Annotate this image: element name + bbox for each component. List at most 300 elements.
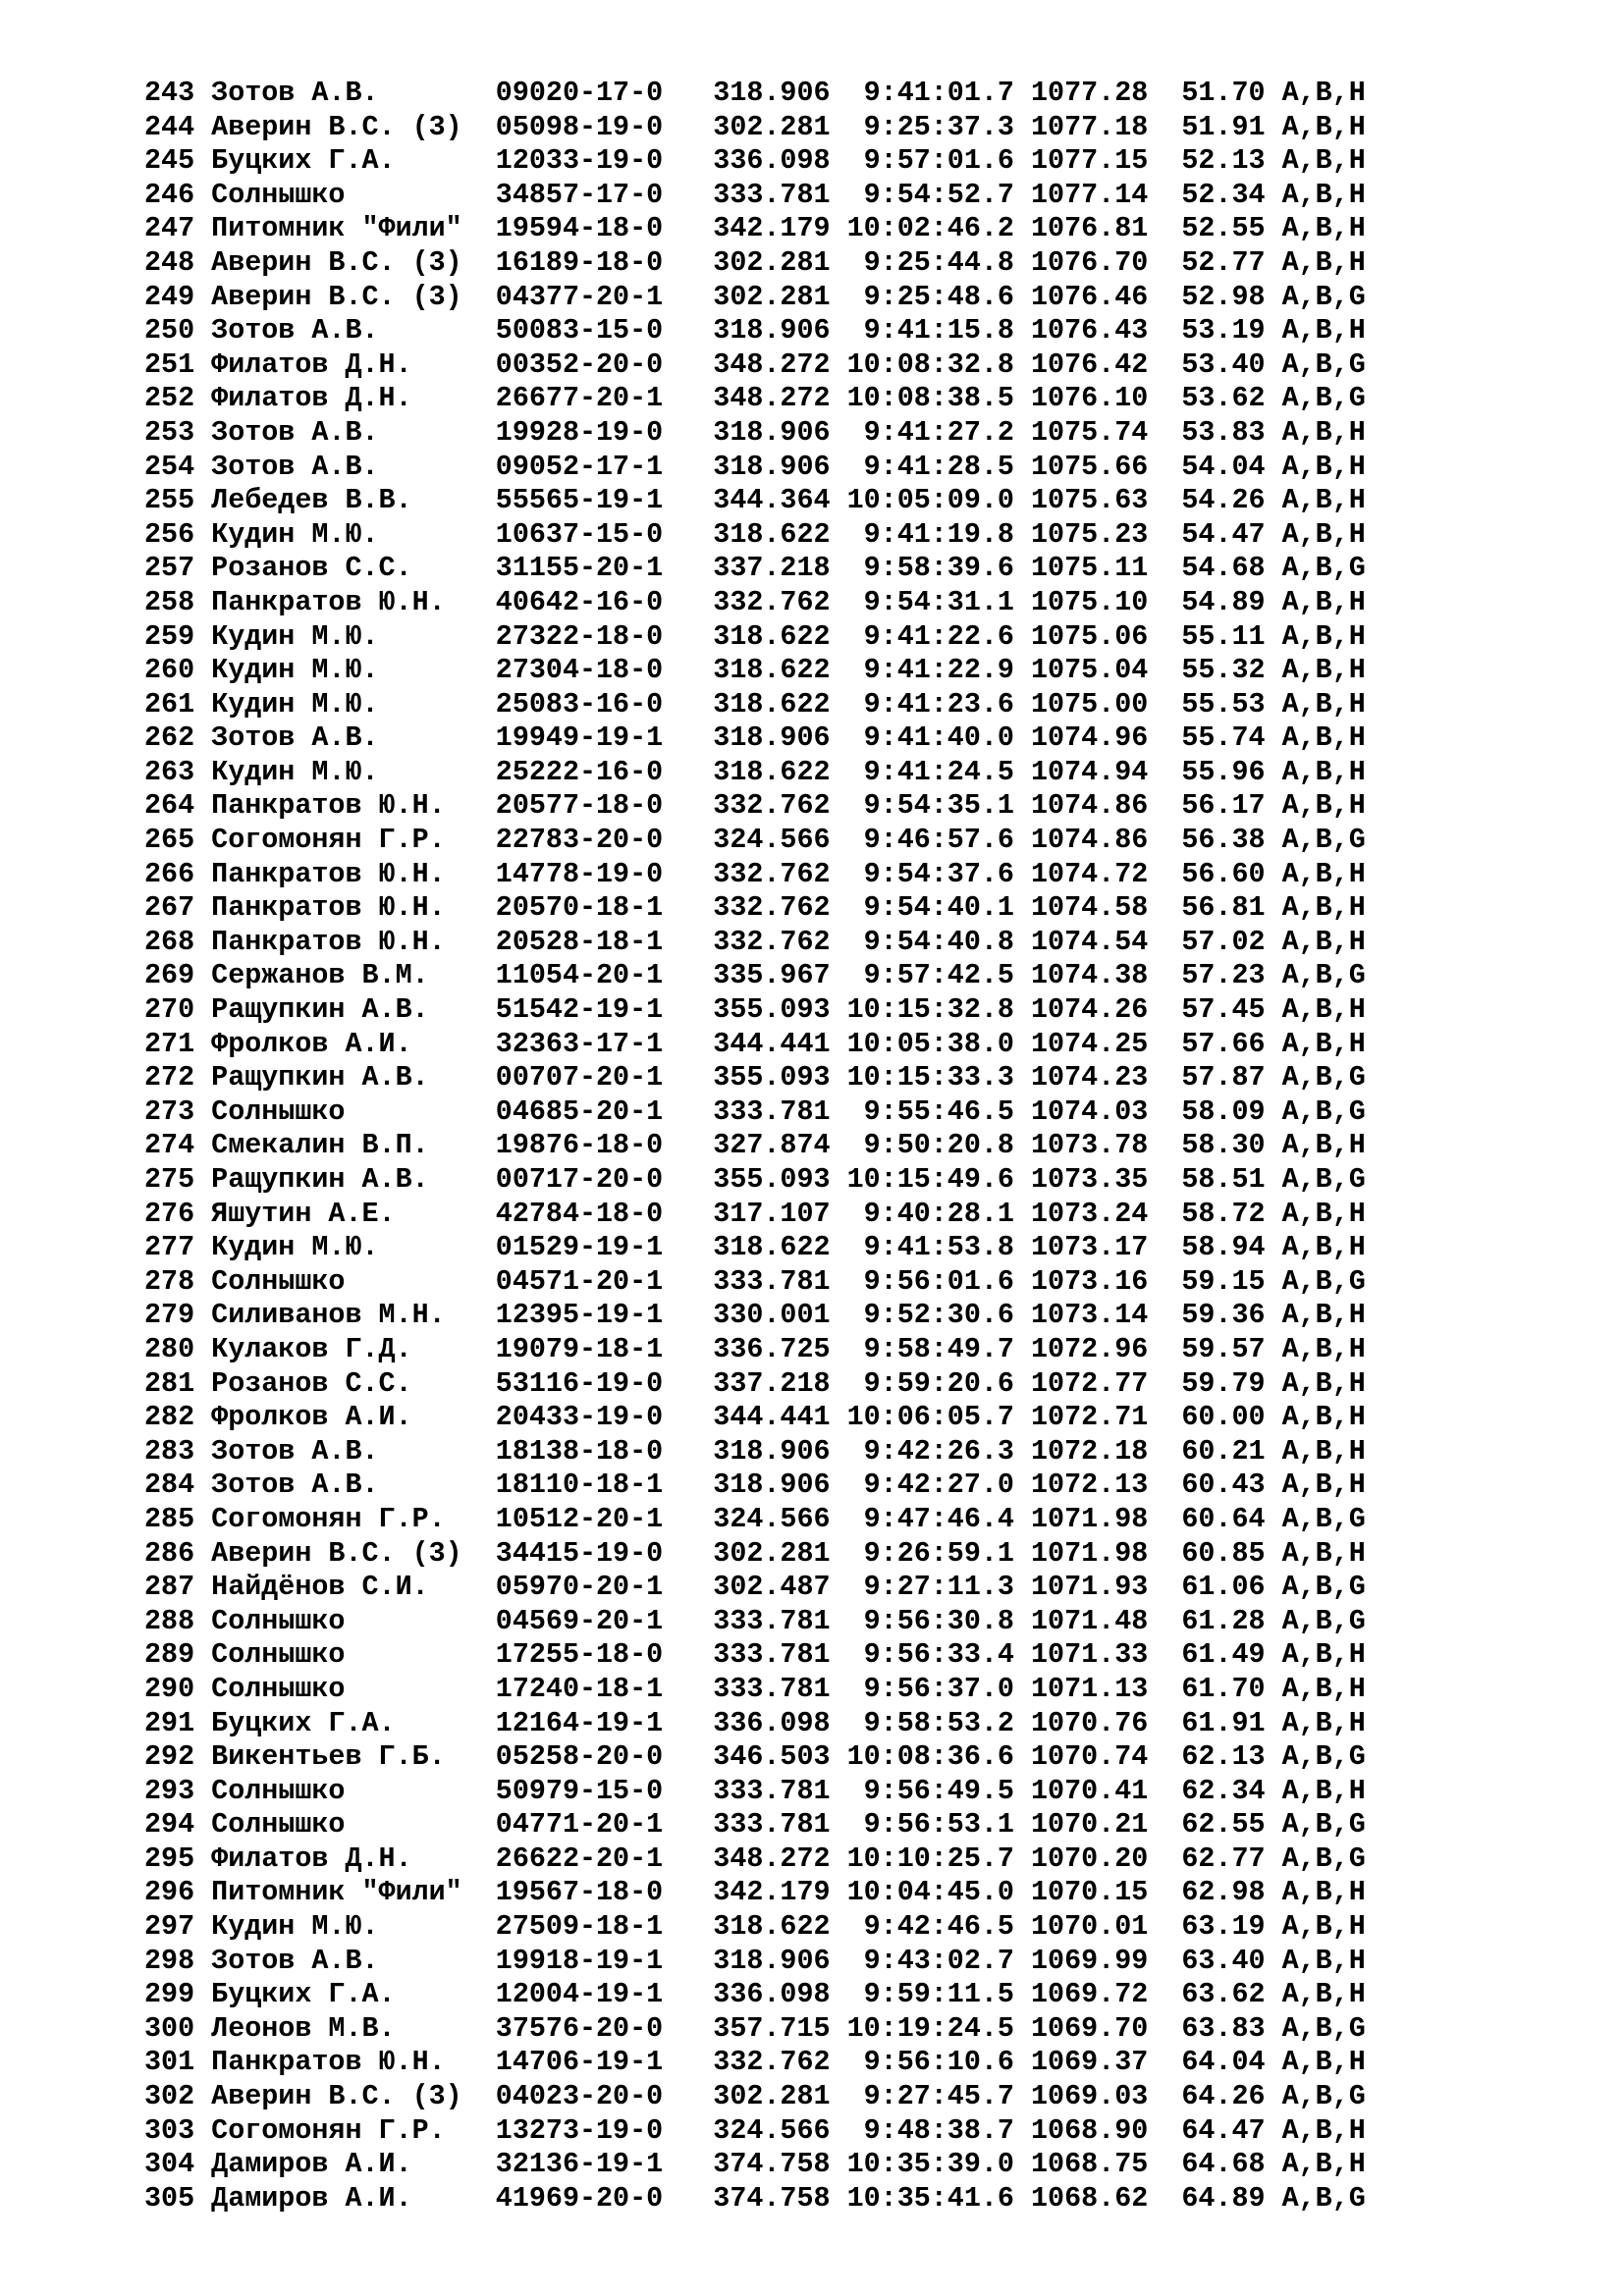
- cell-distance: 332.762: [713, 891, 831, 925]
- table-row: [144, 1775, 1366, 1809]
- cell-speed: 1073.78: [1013, 1129, 1149, 1162]
- table-row: [144, 1638, 1366, 1673]
- table-row: [144, 1503, 1366, 1537]
- cell-time: 9:56:01.6: [830, 1264, 1014, 1298]
- cell-ring: 19949-19-1: [495, 721, 714, 755]
- cell-place: 291: [144, 1706, 212, 1739]
- cell-codes: A,B,H: [1265, 857, 1366, 890]
- cell-time: 10:08:38.5: [830, 382, 1014, 415]
- cell-name: Дамиров А.И.: [211, 2181, 496, 2215]
- cell-name: Розанов С.С.: [211, 552, 496, 585]
- cell-time: 9:56:37.0: [830, 1672, 1014, 1705]
- cell-distance: 302.281: [713, 280, 831, 313]
- cell-time: 9:41:01.7: [830, 77, 1014, 109]
- cell-distance: 324.566: [713, 824, 831, 857]
- cell-distance: 317.107: [713, 1197, 831, 1230]
- cell-time: 10:04:45.0: [830, 1876, 1014, 1909]
- table-row: [144, 721, 1366, 756]
- cell-name: Кулаков Г.Д.: [211, 1332, 496, 1365]
- table-row: [144, 246, 1366, 281]
- cell-codes: A,B,H: [1265, 415, 1366, 449]
- cell-place: 300: [144, 2011, 212, 2045]
- cell-percent: 52.77: [1148, 245, 1266, 279]
- cell-distance: 318.906: [713, 450, 831, 483]
- cell-percent: 51.91: [1148, 110, 1266, 143]
- cell-time: 10:35:39.0: [830, 2148, 1014, 2181]
- cell-name: Ращупкин А.В.: [211, 993, 496, 1027]
- cell-speed: 1075.00: [1013, 687, 1149, 721]
- cell-distance: 318.622: [713, 755, 831, 788]
- cell-distance: 344.441: [713, 1401, 831, 1434]
- cell-place: 278: [144, 1264, 212, 1298]
- cell-speed: 1070.01: [1013, 1910, 1149, 1944]
- cell-speed: 1074.94: [1013, 755, 1149, 788]
- cell-ring: 04685-20-1: [495, 1095, 714, 1128]
- cell-time: 10:05:38.0: [830, 1027, 1014, 1060]
- cell-distance: 333.781: [713, 1672, 831, 1705]
- cell-distance: 374.758: [713, 2148, 831, 2181]
- cell-ring: 12395-19-1: [495, 1299, 714, 1332]
- cell-place: 245: [144, 144, 212, 178]
- cell-name: Согомонян Г.Р.: [211, 2113, 496, 2147]
- cell-percent: 53.40: [1148, 347, 1266, 381]
- table-row: [144, 1808, 1366, 1842]
- cell-distance: 342.179: [713, 212, 831, 245]
- cell-speed: 1074.26: [1013, 993, 1149, 1027]
- cell-time: 9:41:27.2: [830, 415, 1014, 449]
- cell-ring: 20433-19-0: [495, 1401, 714, 1434]
- cell-name: Кудин М.Ю.: [211, 517, 496, 551]
- table-row: [144, 654, 1366, 688]
- cell-distance: 318.906: [713, 1468, 831, 1502]
- cell-place: 274: [144, 1129, 212, 1162]
- cell-distance: 333.781: [713, 1808, 831, 1842]
- cell-name: Зотов А.В.: [211, 415, 496, 449]
- table-row: [144, 348, 1366, 383]
- cell-place: 280: [144, 1332, 212, 1365]
- table-row: [144, 1028, 1366, 1062]
- cell-time: 9:57:01.6: [830, 144, 1014, 178]
- cell-codes: A,B,H: [1265, 1978, 1366, 2011]
- cell-percent: 61.28: [1148, 1604, 1266, 1637]
- cell-place: 250: [144, 314, 212, 347]
- cell-percent: 58.51: [1148, 1163, 1266, 1196]
- cell-distance: 332.762: [713, 585, 831, 618]
- cell-place: 261: [144, 687, 212, 721]
- cell-distance: 302.281: [713, 245, 831, 279]
- cell-percent: 57.66: [1148, 1027, 1266, 1060]
- cell-time: 9:41:22.9: [830, 654, 1014, 687]
- cell-percent: 52.98: [1148, 280, 1266, 313]
- cell-speed: 1074.03: [1013, 1095, 1149, 1128]
- cell-time: 9:54:52.7: [830, 178, 1014, 211]
- cell-ring: 17255-18-0: [495, 1638, 714, 1672]
- cell-ring: 27304-18-0: [495, 654, 714, 687]
- cell-name: Филатов Д.Н.: [211, 347, 496, 381]
- cell-ring: 32136-19-1: [495, 2148, 714, 2181]
- cell-ring: 10512-20-1: [495, 1502, 714, 1535]
- table-row: [144, 1605, 1366, 1639]
- cell-percent: 61.91: [1148, 1706, 1266, 1739]
- cell-speed: 1072.13: [1013, 1468, 1149, 1502]
- cell-speed: 1075.23: [1013, 517, 1149, 551]
- cell-percent: 58.94: [1148, 1231, 1266, 1264]
- cell-distance: 318.622: [713, 1231, 831, 1264]
- cell-ring: 20570-18-1: [495, 891, 714, 925]
- cell-distance: 318.906: [713, 415, 831, 449]
- cell-name: Дамиров А.И.: [211, 2148, 496, 2181]
- cell-distance: 344.441: [713, 1027, 831, 1060]
- cell-time: 9:42:26.3: [830, 1434, 1014, 1468]
- cell-name: Зотов А.В.: [211, 450, 496, 483]
- cell-distance: 318.622: [713, 687, 831, 721]
- cell-codes: A,B,H: [1265, 1197, 1366, 1230]
- cell-ring: 04571-20-1: [495, 1264, 714, 1298]
- cell-name: Филатов Д.Н.: [211, 382, 496, 415]
- table-row: [144, 1468, 1366, 1503]
- table-row: [144, 314, 1366, 348]
- cell-speed: 1077.15: [1013, 144, 1149, 178]
- table-row: [144, 552, 1366, 586]
- cell-percent: 58.09: [1148, 1095, 1266, 1128]
- cell-time: 9:42:27.0: [830, 1468, 1014, 1502]
- cell-name: Солнышко: [211, 1264, 496, 1298]
- cell-percent: 53.62: [1148, 382, 1266, 415]
- cell-distance: 342.179: [713, 1876, 831, 1909]
- cell-codes: A,B,H: [1265, 585, 1366, 618]
- cell-speed: 1076.46: [1013, 280, 1149, 313]
- table-row: [144, 1910, 1366, 1945]
- cell-codes: A,B,H: [1265, 789, 1366, 823]
- cell-name: Панкратов Ю.Н.: [211, 789, 496, 823]
- cell-distance: 348.272: [713, 382, 831, 415]
- cell-speed: 1072.77: [1013, 1366, 1149, 1400]
- cell-codes: A,B,H: [1265, 77, 1366, 109]
- cell-codes: A,B,G: [1265, 1095, 1366, 1128]
- cell-ring: 50979-15-0: [495, 1774, 714, 1807]
- table-row: [144, 688, 1366, 722]
- cell-percent: 54.68: [1148, 552, 1266, 585]
- cell-ring: 42784-18-0: [495, 1197, 714, 1230]
- cell-ring: 34857-17-0: [495, 178, 714, 211]
- cell-percent: 59.79: [1148, 1366, 1266, 1400]
- cell-time: 9:56:10.6: [830, 2046, 1014, 2079]
- cell-ring: 12033-19-0: [495, 144, 714, 178]
- table-row: [144, 1945, 1366, 1979]
- cell-distance: 318.906: [713, 1434, 831, 1468]
- cell-place: 301: [144, 2046, 212, 2079]
- cell-codes: A,B,H: [1265, 721, 1366, 755]
- cell-name: Викентьев Г.Б.: [211, 1740, 496, 1774]
- cell-speed: 1077.28: [1013, 77, 1149, 109]
- table-row: [144, 1401, 1366, 1435]
- cell-time: 9:41:40.0: [830, 721, 1014, 755]
- cell-ring: 00717-20-0: [495, 1163, 714, 1196]
- table-row: [144, 77, 1366, 111]
- cell-codes: A,B,G: [1265, 824, 1366, 857]
- table-row: [144, 1537, 1366, 1572]
- cell-codes: A,B,G: [1265, 1502, 1366, 1535]
- cell-ring: 25222-16-0: [495, 755, 714, 788]
- cell-place: 263: [144, 755, 212, 788]
- cell-speed: 1074.86: [1013, 789, 1149, 823]
- cell-distance: 355.093: [713, 993, 831, 1027]
- cell-codes: A,B,H: [1265, 450, 1366, 483]
- cell-distance: 346.503: [713, 1740, 831, 1774]
- table-row: [144, 1061, 1366, 1095]
- cell-place: 276: [144, 1197, 212, 1230]
- cell-name: Солнышко: [211, 1774, 496, 1807]
- cell-place: 295: [144, 1842, 212, 1875]
- cell-place: 265: [144, 824, 212, 857]
- cell-percent: 56.17: [1148, 789, 1266, 823]
- cell-time: 9:58:53.2: [830, 1706, 1014, 1739]
- cell-ring: 55565-19-1: [495, 484, 714, 517]
- cell-ring: 20528-18-1: [495, 925, 714, 958]
- cell-name: Согомонян Г.Р.: [211, 1502, 496, 1535]
- cell-speed: 1072.18: [1013, 1434, 1149, 1468]
- cell-time: 10:08:32.8: [830, 347, 1014, 381]
- cell-speed: 1075.11: [1013, 552, 1149, 585]
- cell-codes: A,B,H: [1265, 1944, 1366, 1977]
- cell-percent: 61.70: [1148, 1672, 1266, 1705]
- cell-place: 289: [144, 1638, 212, 1672]
- cell-time: 10:19:24.5: [830, 2011, 1014, 2045]
- cell-time: 9:25:44.8: [830, 245, 1014, 279]
- table-row: [144, 416, 1366, 451]
- cell-ring: 12164-19-1: [495, 1706, 714, 1739]
- cell-speed: 1069.72: [1013, 1978, 1149, 2011]
- cell-ring: 17240-18-1: [495, 1672, 714, 1705]
- cell-ring: 19567-18-0: [495, 1876, 714, 1909]
- cell-name: Леонов М.В.: [211, 2011, 496, 2045]
- cell-distance: 337.218: [713, 552, 831, 585]
- table-row: [144, 926, 1366, 960]
- cell-distance: 336.098: [713, 1978, 831, 2011]
- cell-place: 270: [144, 993, 212, 1027]
- cell-percent: 61.49: [1148, 1638, 1266, 1672]
- table-row: [144, 382, 1366, 416]
- cell-codes: A,B,G: [1265, 1163, 1366, 1196]
- cell-place: 258: [144, 585, 212, 618]
- cell-name: Солнышко: [211, 1672, 496, 1705]
- cell-distance: 318.622: [713, 1910, 831, 1944]
- cell-codes: A,B,G: [1265, 1061, 1366, 1095]
- cell-place: 252: [144, 382, 212, 415]
- cell-time: 10:02:46.2: [830, 212, 1014, 245]
- table-row: [144, 2080, 1366, 2114]
- cell-time: 9:47:46.4: [830, 1502, 1014, 1535]
- cell-name: Панкратов Ю.Н.: [211, 2046, 496, 2079]
- cell-name: Зотов А.В.: [211, 1944, 496, 1977]
- cell-percent: 59.15: [1148, 1264, 1266, 1298]
- cell-codes: A,B,H: [1265, 1129, 1366, 1162]
- table-row: [144, 1198, 1366, 1232]
- table-row: [144, 1367, 1366, 1402]
- cell-speed: 1074.58: [1013, 891, 1149, 925]
- cell-ring: 09052-17-1: [495, 450, 714, 483]
- cell-name: Кудин М.Ю.: [211, 1231, 496, 1264]
- cell-name: Панкратов Ю.Н.: [211, 925, 496, 958]
- cell-ring: 26622-20-1: [495, 1842, 714, 1875]
- cell-speed: 1071.98: [1013, 1502, 1149, 1535]
- cell-ring: 05970-20-1: [495, 1571, 714, 1604]
- cell-place: 285: [144, 1502, 212, 1535]
- cell-time: 9:48:38.7: [830, 2113, 1014, 2147]
- table-row: [144, 1435, 1366, 1469]
- cell-place: 246: [144, 178, 212, 211]
- cell-percent: 63.40: [1148, 1944, 1266, 1977]
- cell-codes: A,B,H: [1265, 1706, 1366, 1739]
- cell-place: 283: [144, 1434, 212, 1468]
- cell-percent: 63.83: [1148, 2011, 1266, 2045]
- table-row: [144, 586, 1366, 620]
- cell-name: Панкратов Ю.Н.: [211, 891, 496, 925]
- cell-percent: 62.98: [1148, 1876, 1266, 1909]
- cell-speed: 1071.93: [1013, 1571, 1149, 1604]
- cell-name: Солнышко: [211, 1095, 496, 1128]
- cell-codes: A,B,H: [1265, 1299, 1366, 1332]
- cell-place: 298: [144, 1944, 212, 1977]
- cell-codes: A,B,H: [1265, 1027, 1366, 1060]
- cell-codes: A,B,H: [1265, 619, 1366, 653]
- cell-speed: 1076.42: [1013, 347, 1149, 381]
- cell-time: 9:41:24.5: [830, 755, 1014, 788]
- cell-distance: 344.364: [713, 484, 831, 517]
- cell-ring: 37576-20-0: [495, 2011, 714, 2045]
- cell-distance: 318.622: [713, 517, 831, 551]
- table-row: [144, 1842, 1366, 1877]
- cell-percent: 57.87: [1148, 1061, 1266, 1095]
- cell-ring: 16189-18-0: [495, 245, 714, 279]
- cell-name: Аверин В.С. (3): [211, 110, 496, 143]
- cell-codes: A,B,H: [1265, 1672, 1366, 1705]
- cell-place: 302: [144, 2080, 212, 2113]
- table-row: [144, 993, 1366, 1028]
- cell-speed: 1073.17: [1013, 1231, 1149, 1264]
- cell-speed: 1075.10: [1013, 585, 1149, 618]
- cell-ring: 04569-20-1: [495, 1604, 714, 1637]
- cell-time: 9:41:19.8: [830, 517, 1014, 551]
- cell-percent: 52.13: [1148, 144, 1266, 178]
- cell-time: 9:56:49.5: [830, 1774, 1014, 1807]
- cell-place: 267: [144, 891, 212, 925]
- table-row: [144, 2148, 1366, 2182]
- cell-percent: 55.96: [1148, 755, 1266, 788]
- cell-time: 9:41:28.5: [830, 450, 1014, 483]
- cell-speed: 1076.70: [1013, 245, 1149, 279]
- cell-codes: A,B,G: [1265, 1264, 1366, 1298]
- cell-ring: 27322-18-0: [495, 619, 714, 653]
- cell-codes: A,B,G: [1265, 280, 1366, 313]
- cell-name: Панкратов Ю.Н.: [211, 857, 496, 890]
- cell-place: 255: [144, 484, 212, 517]
- cell-distance: 332.762: [713, 2046, 831, 2079]
- cell-speed: 1070.41: [1013, 1774, 1149, 1807]
- cell-distance: 336.098: [713, 144, 831, 178]
- cell-name: Кудин М.Ю.: [211, 687, 496, 721]
- cell-name: Зотов А.В.: [211, 77, 496, 109]
- cell-speed: 1077.18: [1013, 110, 1149, 143]
- cell-time: 9:56:30.8: [830, 1604, 1014, 1637]
- table-row: [144, 2046, 1366, 2080]
- cell-speed: 1070.20: [1013, 1842, 1149, 1875]
- cell-name: Розанов С.С.: [211, 1366, 496, 1400]
- cell-time: 9:56:53.1: [830, 1808, 1014, 1842]
- cell-distance: 302.281: [713, 2080, 831, 2113]
- cell-time: 10:15:33.3: [830, 1061, 1014, 1095]
- cell-place: 248: [144, 245, 212, 279]
- cell-ring: 19079-18-1: [495, 1332, 714, 1365]
- cell-percent: 55.11: [1148, 619, 1266, 653]
- table-row: [144, 959, 1366, 993]
- cell-distance: 318.906: [713, 1944, 831, 1977]
- cell-name: Фролков А.И.: [211, 1027, 496, 1060]
- cell-distance: 348.272: [713, 347, 831, 381]
- cell-distance: 324.566: [713, 1502, 831, 1535]
- cell-time: 9:59:20.6: [830, 1366, 1014, 1400]
- cell-speed: 1074.54: [1013, 925, 1149, 958]
- cell-place: 281: [144, 1366, 212, 1400]
- cell-ring: 41969-20-0: [495, 2181, 714, 2215]
- cell-ring: 14778-19-0: [495, 857, 714, 890]
- cell-speed: 1073.35: [1013, 1163, 1149, 1196]
- cell-speed: 1075.74: [1013, 415, 1149, 449]
- cell-speed: 1071.48: [1013, 1604, 1149, 1637]
- cell-name: Солнышко: [211, 1604, 496, 1637]
- cell-time: 9:41:23.6: [830, 687, 1014, 721]
- table-row: [144, 111, 1366, 145]
- cell-percent: 51.70: [1148, 77, 1266, 109]
- cell-ring: 22783-20-0: [495, 824, 714, 857]
- table-row: [144, 1740, 1366, 1775]
- cell-ring: 51542-19-1: [495, 993, 714, 1027]
- cell-ring: 19594-18-0: [495, 212, 714, 245]
- cell-speed: 1069.70: [1013, 2011, 1149, 2045]
- cell-codes: A,B,G: [1265, 1842, 1366, 1875]
- cell-name: Кудин М.Ю.: [211, 755, 496, 788]
- cell-name: Аверин В.С. (3): [211, 245, 496, 279]
- cell-codes: A,B,G: [1265, 2181, 1366, 2215]
- cell-distance: 332.762: [713, 789, 831, 823]
- cell-speed: 1077.14: [1013, 178, 1149, 211]
- cell-place: 279: [144, 1299, 212, 1332]
- cell-percent: 63.62: [1148, 1978, 1266, 2011]
- cell-ring: 10637-15-0: [495, 517, 714, 551]
- cell-place: 284: [144, 1468, 212, 1502]
- cell-speed: 1074.38: [1013, 959, 1149, 992]
- cell-ring: 05098-19-0: [495, 110, 714, 143]
- cell-speed: 1071.98: [1013, 1536, 1149, 1570]
- cell-name: Смекалин В.П.: [211, 1129, 496, 1162]
- cell-codes: A,B,H: [1265, 2113, 1366, 2147]
- cell-name: Кудин М.Ю.: [211, 1910, 496, 1944]
- cell-speed: 1074.72: [1013, 857, 1149, 890]
- cell-ring: 19928-19-0: [495, 415, 714, 449]
- cell-codes: A,B,H: [1265, 2148, 1366, 2181]
- cell-name: Кудин М.Ю.: [211, 619, 496, 653]
- cell-speed: 1075.66: [1013, 450, 1149, 483]
- cell-speed: 1069.03: [1013, 2080, 1149, 2113]
- cell-percent: 60.85: [1148, 1536, 1266, 1570]
- cell-time: 10:05:09.0: [830, 484, 1014, 517]
- cell-speed: 1070.21: [1013, 1808, 1149, 1842]
- cell-percent: 58.30: [1148, 1129, 1266, 1162]
- cell-place: 277: [144, 1231, 212, 1264]
- cell-place: 253: [144, 415, 212, 449]
- cell-ring: 20577-18-0: [495, 789, 714, 823]
- table-row: [144, 212, 1366, 246]
